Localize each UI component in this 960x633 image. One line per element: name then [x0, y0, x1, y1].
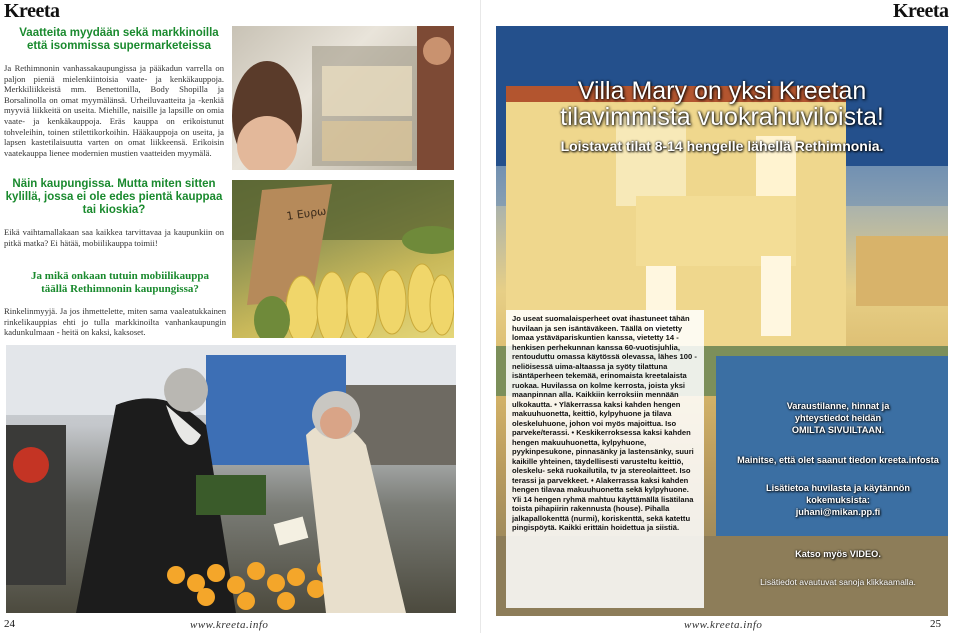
- heading-mobile-shop-line1: Ja mikä onkaan tutuin mobiilikauppa: [31, 270, 209, 282]
- corn-market-photo: [232, 180, 454, 338]
- heading-villages-line3: tai kioskia?: [82, 204, 146, 216]
- booking-line1: Varaustilanne, hinnat ja: [786, 401, 890, 411]
- mention-note: Mainitse, että olet saanut tiedon kreeta.infosta: [737, 455, 939, 465]
- heading-clothing-line2: että isommissa supermarketeissa: [26, 40, 212, 52]
- click-note: Lisätiedot avautuvat sanoja klikkaamalla.: [760, 577, 916, 587]
- page-number-left: 24: [4, 618, 15, 630]
- more-info-email[interactable]: juhani@mikan.pp.fi: [795, 507, 881, 517]
- villa-mary-photo: [496, 26, 948, 616]
- market-priest-photo: [6, 345, 456, 613]
- heading-villages-line1: Näin kaupungissa. Mutta miten sitten: [12, 178, 216, 190]
- villa-ad-title[interactable]: [496, 78, 948, 130]
- heading-clothing: [14, 27, 224, 53]
- heading-villages: [4, 178, 224, 217]
- video-link[interactable]: Katso myös VIDEO.: [795, 549, 881, 559]
- more-info-line1: Lisätietoa huvilasta ja käytännön: [766, 483, 910, 493]
- url-right[interactable]: www.kreeta.info: [684, 619, 763, 631]
- booking-line2: yhteystiedot heidän: [794, 413, 882, 423]
- booking-line3: OMILTA SIVUILTAAN.: [791, 425, 885, 435]
- page-gutter: [480, 0, 481, 633]
- paragraph-mobile-shop: Eikä vaihtamallakaan saa kaikkea tarvittavaa ja kaupunkiin on pitkä matka? Ei hätää, mobiilikauppa toimii!: [4, 227, 224, 248]
- bakery-counter-photo: [232, 26, 454, 170]
- heading-mobile-shop-line2: täällä Rethimnonin kaupungissa?: [41, 283, 199, 295]
- heading-clothing-line1: Vaatteita myydään sekä markkinoilla: [19, 27, 219, 39]
- booking-link[interactable]: [728, 400, 948, 436]
- more-info-link[interactable]: [728, 482, 948, 518]
- villa-ad-title-line2: tilavimmista vuokrahuviloista!: [560, 103, 884, 131]
- logo-text-left: Kreeta: [4, 0, 60, 22]
- logo-text-right: Kreeta: [893, 0, 949, 22]
- kreeta-logo-right[interactable]: [893, 0, 949, 23]
- kreeta-logo-left[interactable]: [4, 0, 60, 23]
- heading-mobile-shop: [4, 270, 236, 296]
- paragraph-bagel-seller: Rinkelinmyyjä. Ja jos ihmettelette, miten sama vaaleatukkainen rinkelikauppias ehti jo tulla markkinoilta vanhankaupungin kadunkulmaan - heitä on kaksi, kaksoset.: [4, 306, 226, 338]
- villa-ad-subtitle: Loistavat tilat 8-14 hengelle lähellä Rethimnonia.: [560, 138, 884, 154]
- paragraph-clothing-shops: Ja Rethimnonin vanhassakaupungissa ja pääkadun varrella on paljon pieniä mielenkiintoisia vaate- ja kenkäkauppoja. Merkkiliikkeistä mm. Benettonilla, Body Shopilla ja Borsalinolla on omat myymälänsä. Urheiluvaatteita ja -kenkiä myyviä liikkeitä on useita. Miehille, naisille ja lapsille on omia vaate- ja kenkäkauppoja. Eräs kauppa on erikoistunut tohveleihin, toinen stilettikorkoihin. Hääkauppoja on useita, ja lapsen kastetilaisuutta varten on omat liikkeensä. Erikoisin vaatekauppa lienee modernien mustien vaatteiden myymälä.: [4, 63, 224, 158]
- page-number-right: 25: [930, 618, 941, 630]
- logo-tagline-right: [893, 0, 921, 1]
- heading-villages-line2: kylillä, jossa ei ole edes pientä kauppaa: [5, 191, 223, 203]
- svg-text:1 Ευρω: 1 Ευρω: [285, 204, 328, 223]
- more-info-line2: kokemuksista:: [806, 495, 870, 505]
- villa-ad-title-line1: Villa Mary on yksi Kreetan: [577, 77, 867, 105]
- logo-tagline-left: [4, 0, 32, 1]
- url-left[interactable]: www.kreeta.info: [190, 619, 269, 631]
- villa-info-text: Jo useat suomalaisperheet ovat ihastuneet tähän huvilaan ja sen isäntäväkeen. Täällä on vietetty lomaa ystäväpariskuntien kanssa, vietetty 14 -henkisen perhekunnan kanssa 60-vuotisjuhlia, rentouduttu omassa käytössä olevassa, lähes 100 -neliöisessä uima-altaassa ja syöty tilattuna isäntäperheen tekemää, erinomaista kreetalaista ruokaa. Huvilassa on kolme kerrosta, joista yksi maanpinnan alla. Kaikkiin kerroksiin mennään ulkokautta. • Yläkerrassa kaksi kahden hengen makuuhuonetta, keittiö, kylpyhuone ja tilava oleskeluhuone, johon voi myös majoittua. Iso parveke/terassi. • Keskikerroksessa kaksi kahden hengen makuuhuonetta, kylpyhuone, pyykinpesukone, pinnasänky ja lastensänky, suuri kaikille yhteinen, täydellisesti varusteltu keittiö, oleskelu- sekä ruokailutila, tv ja stereolaitteet. Iso terassi ja parvekkeet. • Alakerrassa kaksi kahden hengen tilavaa makuuhuonetta sekä kylpyhuone. Yli 14 hengen ryhmä mahtuu käyttämällä lisätilana toista pihapiirin rakennusta (house). Pihalla jalkapallokenttä (nurmi), koriskenttä, sekä katettu pingispöytä. Kaikki erittäin hoidettua ja siistiä.: [512, 314, 697, 532]
